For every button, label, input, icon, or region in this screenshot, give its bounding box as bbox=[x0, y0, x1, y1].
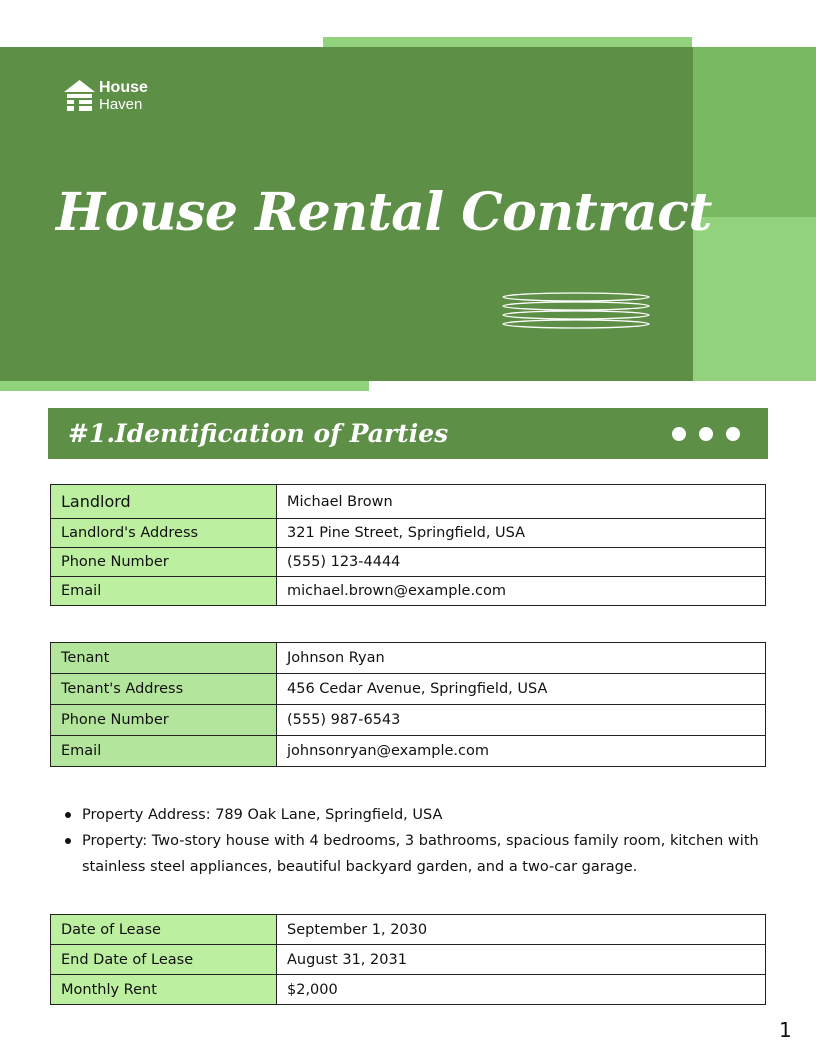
row-value: 321 Pine Street, Springfield, USA bbox=[277, 519, 766, 548]
table-row bbox=[51, 975, 766, 1005]
table-row bbox=[51, 485, 766, 519]
hero-banner bbox=[0, 47, 712, 381]
list-item: Property Address: 789 Oak Lane, Springfield, USA bbox=[82, 802, 772, 828]
decorative-rings-icon bbox=[500, 291, 652, 335]
document-title: House Rental Contract bbox=[56, 182, 712, 243]
table-row bbox=[51, 915, 766, 945]
dot-icon bbox=[726, 427, 740, 441]
row-value: Johnson Ryan bbox=[277, 643, 766, 674]
dot-icon bbox=[699, 427, 713, 441]
section-header-bar bbox=[48, 408, 768, 459]
row-label: Monthly Rent bbox=[51, 975, 277, 1005]
row-label: End Date of Lease bbox=[51, 945, 277, 975]
table-row bbox=[51, 705, 766, 736]
brand-logo bbox=[64, 80, 148, 113]
row-label: Date of Lease bbox=[51, 915, 277, 945]
row-label: Tenant bbox=[51, 643, 277, 674]
row-value: (555) 123-4444 bbox=[277, 548, 766, 577]
table-row bbox=[51, 674, 766, 705]
tenant-table bbox=[50, 642, 766, 767]
decorative-dots bbox=[672, 427, 740, 441]
row-value: September 1, 2030 bbox=[277, 915, 766, 945]
row-label: Email bbox=[51, 577, 277, 606]
row-value: 456 Cedar Avenue, Springfield, USA bbox=[277, 674, 766, 705]
row-value: August 31, 2031 bbox=[277, 945, 766, 975]
row-label: Phone Number bbox=[51, 548, 277, 577]
landlord-table bbox=[50, 484, 766, 606]
dot-icon bbox=[672, 427, 686, 441]
property-details-list bbox=[82, 802, 772, 880]
row-value: $2,000 bbox=[277, 975, 766, 1005]
row-label: Landlord bbox=[51, 485, 277, 519]
table-row bbox=[51, 577, 766, 606]
row-value: Michael Brown bbox=[277, 485, 766, 519]
section-title: #1.Identification of Parties bbox=[68, 419, 449, 448]
table-row bbox=[51, 519, 766, 548]
decorative-light-strip-bottom bbox=[0, 380, 369, 391]
house-logo-icon bbox=[64, 80, 95, 113]
table-row bbox=[51, 736, 766, 767]
page-number: 1 bbox=[779, 1018, 792, 1042]
row-value: (555) 987-6543 bbox=[277, 705, 766, 736]
logo-text-line1: House bbox=[99, 79, 148, 97]
table-row bbox=[51, 643, 766, 674]
logo-text-line2: Haven bbox=[99, 96, 143, 114]
row-label: Email bbox=[51, 736, 277, 767]
table-row bbox=[51, 945, 766, 975]
list-item: Property: Two-story house with 4 bedrooms, 3 bathrooms, spacious family room, kitchen with stainless steel appliances, beautiful backyard garden, and a two-car garage. bbox=[82, 828, 772, 880]
row-label: Landlord's Address bbox=[51, 519, 277, 548]
table-row bbox=[51, 548, 766, 577]
row-label: Phone Number bbox=[51, 705, 277, 736]
row-value: michael.brown@example.com bbox=[277, 577, 766, 606]
row-label: Tenant's Address bbox=[51, 674, 277, 705]
row-value: johnsonryan@example.com bbox=[277, 736, 766, 767]
lease-terms-table bbox=[50, 914, 766, 1005]
